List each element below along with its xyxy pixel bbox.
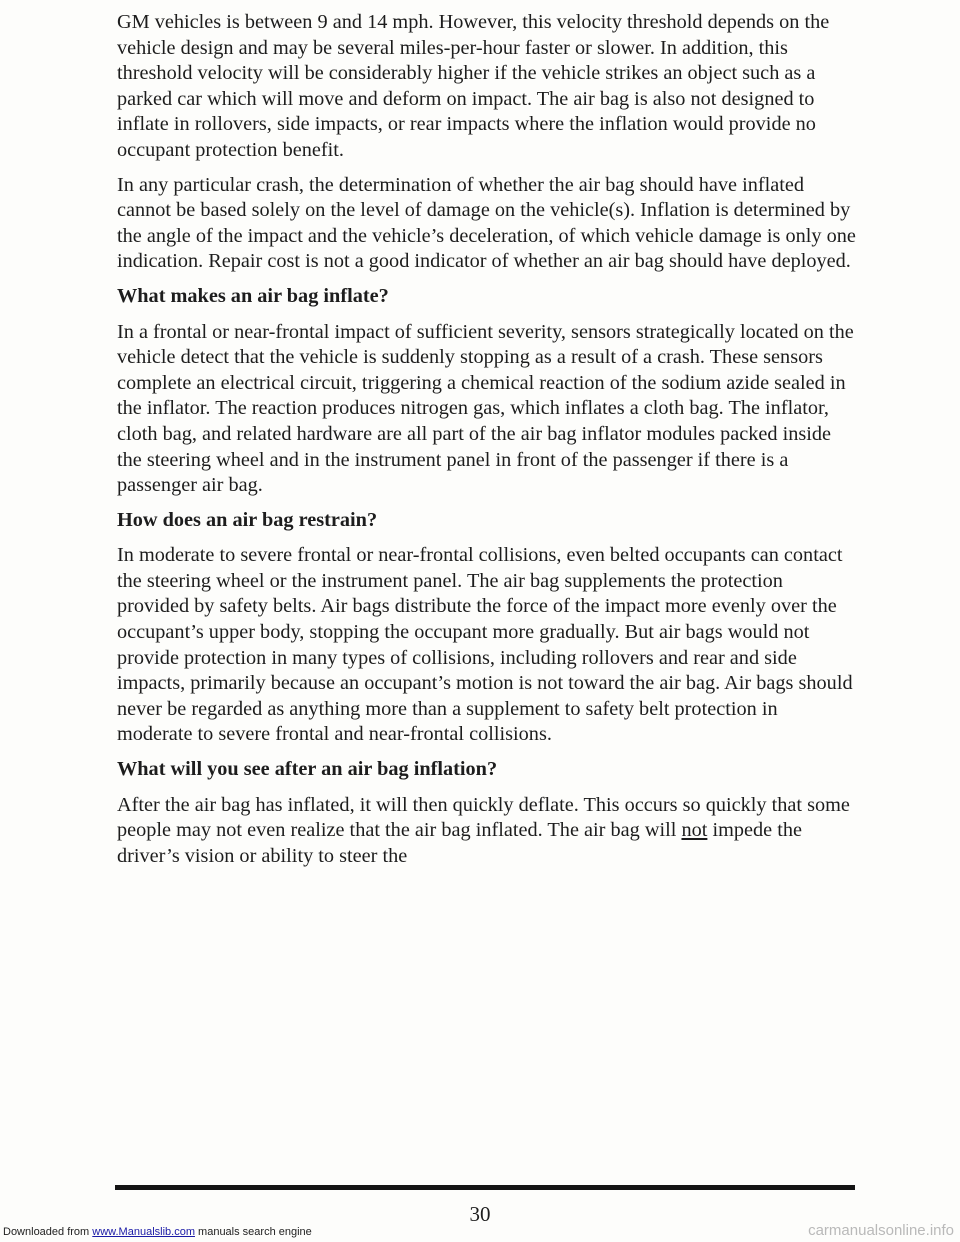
page-number: 30 (469, 1202, 491, 1226)
credit-prefix: Downloaded from (3, 1226, 93, 1238)
body-text: After the air bag has inflated, it will then quickly deflate. This occurs so quickly that some people may not even realize that the air bag inflated. The air bag will (117, 793, 850, 842)
manualslib-link[interactable]: www.Manualslib.com (92, 1226, 195, 1238)
section-heading: How does an air bag restrain? (117, 508, 378, 531)
body-paragraph (117, 793, 857, 870)
body-paragraph: In moderate to severe frontal or near-frontal collisions, even belted occupants can contact the steering wheel or the instrument panel. The air bag supplements the protection provided by safety belts. Air bags distribute the force of the impact more evenly over the occupant’s upper body, stopping the occupant more gradually. But air bags would not provide protection in many types of collisions, including rollovers and rear and side impacts, primarily because an occupant’s motion is not toward the air bag. Air bags should never be regarded as anything more than a supplement to safety belt protection in moderate to severe frontal and near-frontal collisions. (117, 544, 853, 746)
emphasis-text: not (681, 819, 708, 842)
section-heading: What makes an air bag inflate? (117, 284, 389, 307)
body-text: impede the driver’s vision or ability to steer the (117, 819, 803, 867)
credit-suffix: manuals search engine (194, 1226, 312, 1238)
page-content (117, 10, 857, 878)
body-paragraph: In any particular crash, the determination of whether the air bag should have inflated cannot be based solely on the level of damage on the vehicle(s). Inflation is determined by the angle of the impact and the vehicle’s deceleration, of which vehicle damage is only one indication. Repair cost is not a good indicator of whether an air bag should have deployed. (117, 173, 856, 273)
download-credit (3, 1226, 312, 1238)
section-heading: What will you see after an air bag inflation? (117, 758, 498, 781)
body-paragraph: GM vehicles is between 9 and 14 mph. However, this velocity threshold depends on the vehicle design and may be several miles-per-hour faster or slower. In addition, this threshold velocity will be considerably higher if the vehicle strikes an object such as a parked car which will move and deform on impact. The air bag is also not designed to inflate in rollovers, side impacts, or rear impacts where the inflation would provide no occupant protection benefit. (117, 11, 830, 161)
footer-rule (115, 1185, 855, 1190)
watermark-text: carmanualsonline.info (808, 1222, 954, 1239)
body-paragraph: In a frontal or near-frontal impact of sufficient severity, sensors strategically located on the vehicle detect that the vehicle is suddenly stopping as a result of a crash. These sensors complete an electrical circuit, triggering a chemical reaction of the sodium azide sealed in the inflator. The reaction produces nitrogen gas, which inflates a cloth bag. The inflator, cloth bag, and related hardware are all part of the air bag inflator modules packed inside the steering wheel and in the instrument panel in front of the passenger if there is a passenger air bag. (117, 320, 854, 497)
